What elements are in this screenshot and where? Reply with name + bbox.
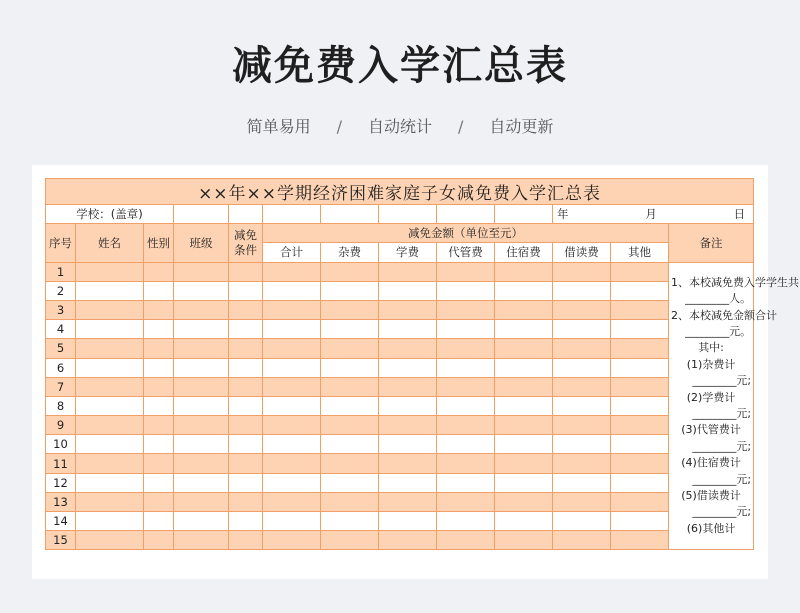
cell[interactable] (321, 416, 379, 435)
cell[interactable] (379, 205, 437, 224)
cell[interactable] (76, 512, 144, 531)
cell[interactable] (553, 320, 611, 339)
cell[interactable] (174, 358, 229, 377)
note-line: ________元; (692, 505, 752, 519)
cell[interactable] (229, 358, 263, 377)
cell[interactable] (174, 339, 229, 358)
cell[interactable] (229, 454, 263, 473)
cell[interactable] (229, 492, 263, 511)
cell[interactable] (321, 262, 379, 281)
cell[interactable] (495, 492, 553, 511)
cell[interactable] (76, 281, 144, 300)
table-row (46, 300, 754, 319)
cell[interactable] (229, 416, 263, 435)
cell[interactable] (174, 396, 229, 415)
cell[interactable] (263, 531, 321, 550)
cell[interactable] (437, 416, 495, 435)
table-row (46, 396, 754, 415)
table-row (46, 339, 754, 358)
cell[interactable] (379, 396, 437, 415)
summary-table (45, 178, 799, 550)
cell[interactable] (263, 320, 321, 339)
cell[interactable] (263, 205, 321, 224)
cell[interactable] (379, 454, 437, 473)
row-index: 6 (46, 358, 76, 377)
note-line: (4)住宿费计 (681, 456, 741, 470)
header-tuition: 学费 (379, 243, 437, 262)
date-month: 月 (645, 207, 657, 222)
cell[interactable] (76, 492, 144, 511)
cell[interactable] (76, 473, 144, 492)
cell[interactable] (263, 473, 321, 492)
cell[interactable] (321, 281, 379, 300)
header-lodging-fee: 住宿费 (495, 243, 553, 262)
cell[interactable] (144, 281, 174, 300)
tagline-item: 自动更新 (489, 117, 554, 136)
cell[interactable] (76, 435, 144, 454)
cell[interactable] (321, 512, 379, 531)
cell[interactable] (144, 377, 174, 396)
cell[interactable] (553, 300, 611, 319)
cell[interactable] (553, 358, 611, 377)
cell[interactable] (495, 262, 553, 281)
cell[interactable] (495, 416, 553, 435)
cell[interactable] (229, 205, 263, 224)
table-row (46, 435, 754, 454)
table-row (46, 512, 754, 531)
cell[interactable] (437, 339, 495, 358)
cell[interactable] (553, 281, 611, 300)
cell[interactable] (76, 339, 144, 358)
cell[interactable] (611, 512, 669, 531)
cell[interactable] (553, 473, 611, 492)
cell[interactable] (495, 300, 553, 319)
header-other: 其他 (611, 243, 669, 262)
school-label: 学校：(盖章) (46, 205, 174, 224)
table-row (46, 416, 754, 435)
cell[interactable] (611, 531, 669, 550)
header-condition: 减免条件 (229, 224, 263, 262)
note-line: ________人。 (685, 292, 752, 306)
cell[interactable] (76, 320, 144, 339)
note-line: (2)学费计 (686, 390, 736, 404)
row-index: 7 (46, 377, 76, 396)
cell[interactable] (144, 454, 174, 473)
cell[interactable] (229, 300, 263, 319)
row-index: 3 (46, 300, 76, 319)
cell[interactable] (263, 454, 321, 473)
cell[interactable] (174, 473, 229, 492)
cell[interactable] (321, 473, 379, 492)
cell[interactable] (174, 531, 229, 550)
header-transfer-fee: 借读费 (553, 243, 611, 262)
cell[interactable] (229, 531, 263, 550)
cell[interactable] (174, 492, 229, 511)
table-row (46, 262, 754, 281)
cell[interactable] (229, 281, 263, 300)
cell[interactable] (174, 435, 229, 454)
cell[interactable] (174, 377, 229, 396)
note-line: (5)借读费计 (681, 489, 741, 502)
cell[interactable] (611, 416, 669, 435)
cell[interactable] (174, 281, 229, 300)
note-line: ________元; (692, 374, 752, 388)
cell[interactable] (495, 435, 553, 454)
header-custody-fee: 代管费 (437, 243, 495, 262)
cell[interactable] (437, 281, 495, 300)
cell[interactable] (437, 492, 495, 511)
row-index: 15 (46, 531, 76, 550)
cell[interactable] (437, 531, 495, 550)
cell[interactable] (611, 320, 669, 339)
note-line: 2、本校减免金额合计 (671, 308, 777, 322)
cell[interactable] (144, 435, 174, 454)
cell[interactable] (174, 454, 229, 473)
cell[interactable] (174, 300, 229, 319)
row-index: 13 (46, 492, 76, 511)
cell[interactable] (611, 473, 669, 492)
cell[interactable] (437, 358, 495, 377)
cell[interactable] (553, 377, 611, 396)
note-line: 1、本校减免费入学学生共 (671, 275, 799, 289)
sheet-title: ××年××学期经济困难家庭子女减免费入学汇总表 (46, 179, 754, 205)
remarks-notes (669, 262, 799, 550)
cell[interactable] (379, 320, 437, 339)
cell[interactable] (437, 454, 495, 473)
cell[interactable] (611, 435, 669, 454)
cell[interactable] (553, 339, 611, 358)
cell[interactable] (553, 512, 611, 531)
cell[interactable] (611, 300, 669, 319)
cell[interactable] (76, 358, 144, 377)
date-year: 年 (557, 207, 569, 222)
row-index: 11 (46, 454, 76, 473)
cell[interactable] (263, 492, 321, 511)
note-line: ________元; (692, 406, 752, 420)
header-remarks: 备注 (669, 224, 754, 262)
cell[interactable] (321, 531, 379, 550)
cell[interactable] (379, 512, 437, 531)
tagline-item: 简单易用 (246, 117, 311, 136)
cell[interactable] (379, 531, 437, 550)
cell[interactable] (321, 435, 379, 454)
note-line: (6)其他计 (686, 521, 736, 535)
row-index: 10 (46, 435, 76, 454)
cell[interactable] (144, 262, 174, 281)
cell[interactable] (144, 320, 174, 339)
header-amount-group: 减免金额（单位至元） (263, 224, 669, 243)
cell[interactable] (321, 377, 379, 396)
cell[interactable] (229, 396, 263, 415)
header-index: 序号 (46, 224, 76, 262)
cell[interactable] (263, 416, 321, 435)
cell[interactable] (76, 262, 144, 281)
cell[interactable] (611, 262, 669, 281)
cell[interactable] (174, 416, 229, 435)
cell[interactable] (611, 281, 669, 300)
cell[interactable] (379, 300, 437, 319)
cell[interactable] (76, 300, 144, 319)
cell[interactable] (379, 416, 437, 435)
cell[interactable] (229, 320, 263, 339)
cell[interactable] (174, 262, 229, 281)
cell[interactable] (379, 262, 437, 281)
cell[interactable] (379, 492, 437, 511)
cell[interactable] (495, 205, 553, 224)
cell[interactable] (553, 416, 611, 435)
cell[interactable] (495, 320, 553, 339)
cell[interactable] (553, 492, 611, 511)
cell[interactable] (437, 473, 495, 492)
note-line: ________元; (692, 472, 752, 486)
cell[interactable] (495, 377, 553, 396)
note-line: 其中: (698, 341, 724, 355)
cell[interactable] (495, 473, 553, 492)
cell[interactable] (321, 454, 379, 473)
cell[interactable] (321, 320, 379, 339)
cell[interactable] (174, 320, 229, 339)
cell[interactable] (321, 492, 379, 511)
cell[interactable] (263, 262, 321, 281)
cell[interactable] (495, 281, 553, 300)
cell[interactable] (495, 396, 553, 415)
cell[interactable] (229, 473, 263, 492)
cell[interactable] (263, 377, 321, 396)
cell[interactable] (144, 492, 174, 511)
tagline (0, 114, 800, 137)
cell[interactable] (437, 435, 495, 454)
table-row (46, 492, 754, 511)
cell[interactable] (144, 339, 174, 358)
header-misc-fee: 杂费 (321, 243, 379, 262)
cell[interactable] (263, 281, 321, 300)
cell[interactable] (379, 473, 437, 492)
header-class: 班级 (174, 224, 229, 262)
spreadsheet-card (32, 165, 799, 579)
row-index: 8 (46, 396, 76, 415)
cell[interactable] (437, 300, 495, 319)
cell[interactable] (263, 300, 321, 319)
cell[interactable] (321, 396, 379, 415)
table-row (46, 454, 754, 473)
row-index: 14 (46, 512, 76, 531)
cell[interactable] (437, 396, 495, 415)
table-row (46, 473, 754, 492)
row-index: 1 (46, 262, 76, 281)
date-cell (553, 205, 754, 224)
cell[interactable] (495, 454, 553, 473)
cell[interactable] (76, 454, 144, 473)
table-row (46, 281, 754, 300)
table-row (46, 531, 754, 550)
cell[interactable] (174, 205, 229, 224)
cell[interactable] (553, 262, 611, 281)
cell[interactable] (144, 531, 174, 550)
row-index: 12 (46, 473, 76, 492)
table-row (46, 358, 754, 377)
note-line: ________元; (692, 439, 752, 453)
cell[interactable] (144, 512, 174, 531)
table-row (46, 320, 754, 339)
cell[interactable] (144, 416, 174, 435)
cell[interactable] (229, 262, 263, 281)
note-line: (3)代管费计 (681, 423, 741, 437)
cell[interactable] (76, 416, 144, 435)
table-row (46, 377, 754, 396)
cell[interactable] (229, 339, 263, 358)
date-day: 日 (733, 207, 746, 222)
cell[interactable] (229, 377, 263, 396)
tagline-separator: / (336, 117, 342, 136)
cell[interactable] (321, 300, 379, 319)
cell[interactable] (144, 358, 174, 377)
tagline-separator: / (458, 117, 464, 136)
row-index: 2 (46, 281, 76, 300)
cell[interactable] (144, 300, 174, 319)
cell[interactable] (379, 281, 437, 300)
cell[interactable] (263, 339, 321, 358)
cell[interactable] (611, 339, 669, 358)
cell[interactable] (495, 531, 553, 550)
cell[interactable] (76, 377, 144, 396)
header-name: 姓名 (76, 224, 144, 262)
cell[interactable] (437, 512, 495, 531)
cell[interactable] (553, 435, 611, 454)
cell[interactable] (76, 531, 144, 550)
cell[interactable] (495, 512, 553, 531)
row-index: 5 (46, 339, 76, 358)
cell[interactable] (379, 358, 437, 377)
cell[interactable] (437, 205, 495, 224)
cell[interactable] (611, 358, 669, 377)
cell[interactable] (611, 396, 669, 415)
cell[interactable] (379, 377, 437, 396)
note-line: ________元。 (685, 324, 752, 338)
cell[interactable] (611, 454, 669, 473)
cell[interactable] (321, 339, 379, 358)
cell[interactable] (229, 512, 263, 531)
cell[interactable] (495, 358, 553, 377)
cell[interactable] (263, 358, 321, 377)
cell[interactable] (144, 396, 174, 415)
cell[interactable] (263, 396, 321, 415)
cell[interactable] (76, 396, 144, 415)
header-gender: 性别 (144, 224, 174, 262)
cell[interactable] (553, 396, 611, 415)
row-index: 9 (46, 416, 76, 435)
cell[interactable] (321, 205, 379, 224)
cell[interactable] (437, 320, 495, 339)
cell[interactable] (495, 339, 553, 358)
cell[interactable] (263, 435, 321, 454)
cell[interactable] (437, 377, 495, 396)
cell[interactable] (144, 473, 174, 492)
cell[interactable] (611, 492, 669, 511)
cell[interactable] (611, 377, 669, 396)
header-total: 合计 (263, 243, 321, 262)
page-title: 减免费入学汇总表 (232, 43, 568, 89)
cell[interactable] (263, 512, 321, 531)
cell[interactable] (174, 512, 229, 531)
tagline-item: 自动统计 (367, 117, 432, 136)
cell[interactable] (553, 454, 611, 473)
note-line: (1)杂费计 (686, 357, 736, 371)
cell[interactable] (437, 262, 495, 281)
cell[interactable] (379, 435, 437, 454)
cell[interactable] (229, 435, 263, 454)
cell[interactable] (379, 339, 437, 358)
cell[interactable] (553, 531, 611, 550)
row-index: 4 (46, 320, 76, 339)
cell[interactable] (321, 358, 379, 377)
